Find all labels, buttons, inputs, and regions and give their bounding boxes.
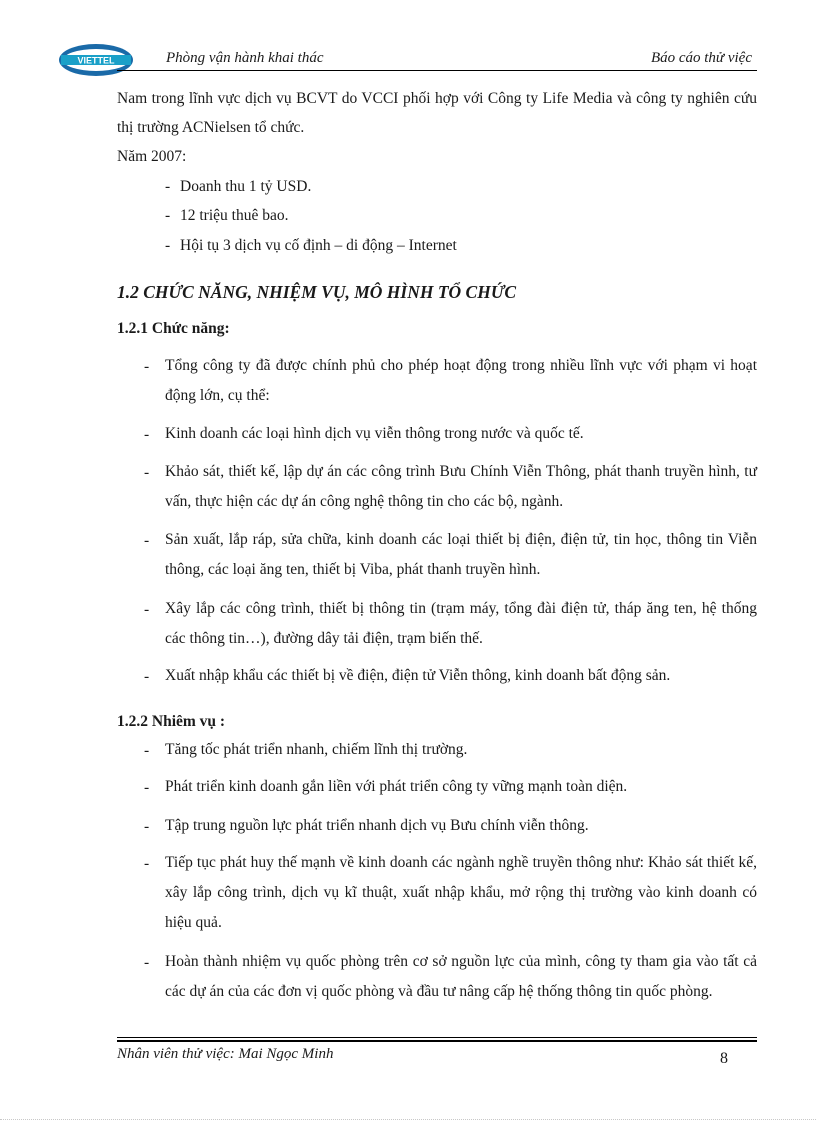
- viettel-logo: [57, 42, 135, 78]
- bullet-dash: -: [165, 207, 171, 224]
- bullet-dash: -: [144, 426, 150, 443]
- bullet-dash: -: [144, 855, 150, 872]
- footer-author: Nhân viên thử việc: Mai Ngọc Minh: [117, 1046, 334, 1062]
- header-department: Phòng vận hành khai thác: [166, 50, 324, 66]
- page-number: 8: [720, 1050, 728, 1067]
- bullet-dash: -: [144, 601, 150, 618]
- duty-item: Tập trung nguồn lực phát triển nhanh dịch vụ Bưu chính viễn thông.: [165, 817, 589, 834]
- bullet-dash: -: [144, 779, 150, 796]
- function-item: Xuất nhập khẩu các thiết bị về điện, điện tử Viễn thông, kinh doanh bất động sản.: [165, 667, 671, 684]
- svg-text:VIETTEL: VIETTEL: [77, 55, 115, 66]
- duty-item: Tiếp tục phát huy thế mạnh về kinh doanh các ngành nghề truyền thông như: Khảo sát thiết kế, xây lắp công trình, dịch vụ kĩ thuật, xuất nhập khẩu, mở rộng thị trường vào kinh doanh có hiệu quả.: [165, 854, 757, 931]
- bullet-dash: -: [144, 532, 150, 549]
- intro-paragraph: Nam trong lĩnh vực dịch vụ BCVT do VCCI phối hợp với Công ty Life Media và công ty nghiên cứu thị trường ACNielsen tổ chức.: [117, 90, 757, 136]
- function-item: Kinh doanh các loại hình dịch vụ viễn thông trong nước và quốc tế.: [165, 425, 584, 442]
- bullet-dash: -: [144, 954, 150, 971]
- bullet-dash: -: [144, 818, 150, 835]
- duty-item: Hoàn thành nhiệm vụ quốc phòng trên cơ sở nguồn lực của mình, công ty tham gia vào tất cả các dự án của các đơn vị quốc phòng và đầu tư nâng cấp hệ thống thông tin quốc phòng.: [165, 953, 757, 1000]
- duties-heading: 1.2.2 Nhiêm vụ :: [117, 713, 226, 730]
- duty-item: Phát triển kinh doanh gắn liền với phát triển công ty vững mạnh toàn diện.: [165, 778, 628, 795]
- duty-item: Tăng tốc phát triển nhanh, chiếm lĩnh thị trường.: [165, 741, 468, 758]
- footer-rule-top: [117, 1037, 757, 1038]
- intro-bullet: Doanh thu 1 tỷ USD.: [180, 178, 312, 195]
- page-bottom-dotted-line: [0, 1119, 816, 1120]
- function-item: Xây lắp các công trình, thiết bị thông tin (trạm máy, tổng đài điện tử, tháp ăng ten, hệ thống các thông tin…), đường dây tải điện, trạm biến thế.: [165, 600, 757, 647]
- footer-rule-bottom: [117, 1040, 757, 1042]
- bullet-dash: -: [144, 668, 150, 685]
- function-item: Khảo sát, thiết kế, lập dự án các công trình Bưu Chính Viễn Thông, phát thanh truyền hình, tư vấn, thực hiện các dự án công nghệ thông tin cho các bộ, ngành.: [165, 463, 757, 510]
- header-rule: [117, 70, 757, 71]
- bullet-dash: -: [144, 742, 150, 759]
- bullet-dash: -: [165, 237, 171, 254]
- functions-heading: 1.2.1 Chức năng:: [117, 320, 230, 337]
- bullet-dash: -: [165, 178, 171, 195]
- intro-bullet: 12 triệu thuê bao.: [180, 207, 289, 224]
- intro-bullet: Hội tụ 3 dịch vụ cố định – di động – Internet: [180, 237, 457, 254]
- bullet-dash: -: [144, 358, 150, 375]
- function-item: Tổng công ty đã được chính phủ cho phép hoạt động trong nhiều lĩnh vực với phạm vi hoạt động lớn, cụ thể:: [165, 357, 757, 404]
- year-label: Năm 2007:: [117, 148, 187, 165]
- bullet-dash: -: [144, 464, 150, 481]
- section-heading: 1.2 CHỨC NĂNG, NHIỆM VỤ, MÔ HÌNH TỔ CHỨC: [117, 282, 517, 302]
- function-item: Sản xuất, lắp ráp, sửa chữa, kinh doanh các loại thiết bị điện, điện tử, tin học, thông tin Viễn thông, các loại ăng ten, thiết bị Viba, phát thanh truyền hình.: [165, 531, 757, 578]
- header-report-title: Báo cáo thử việc: [650, 50, 752, 66]
